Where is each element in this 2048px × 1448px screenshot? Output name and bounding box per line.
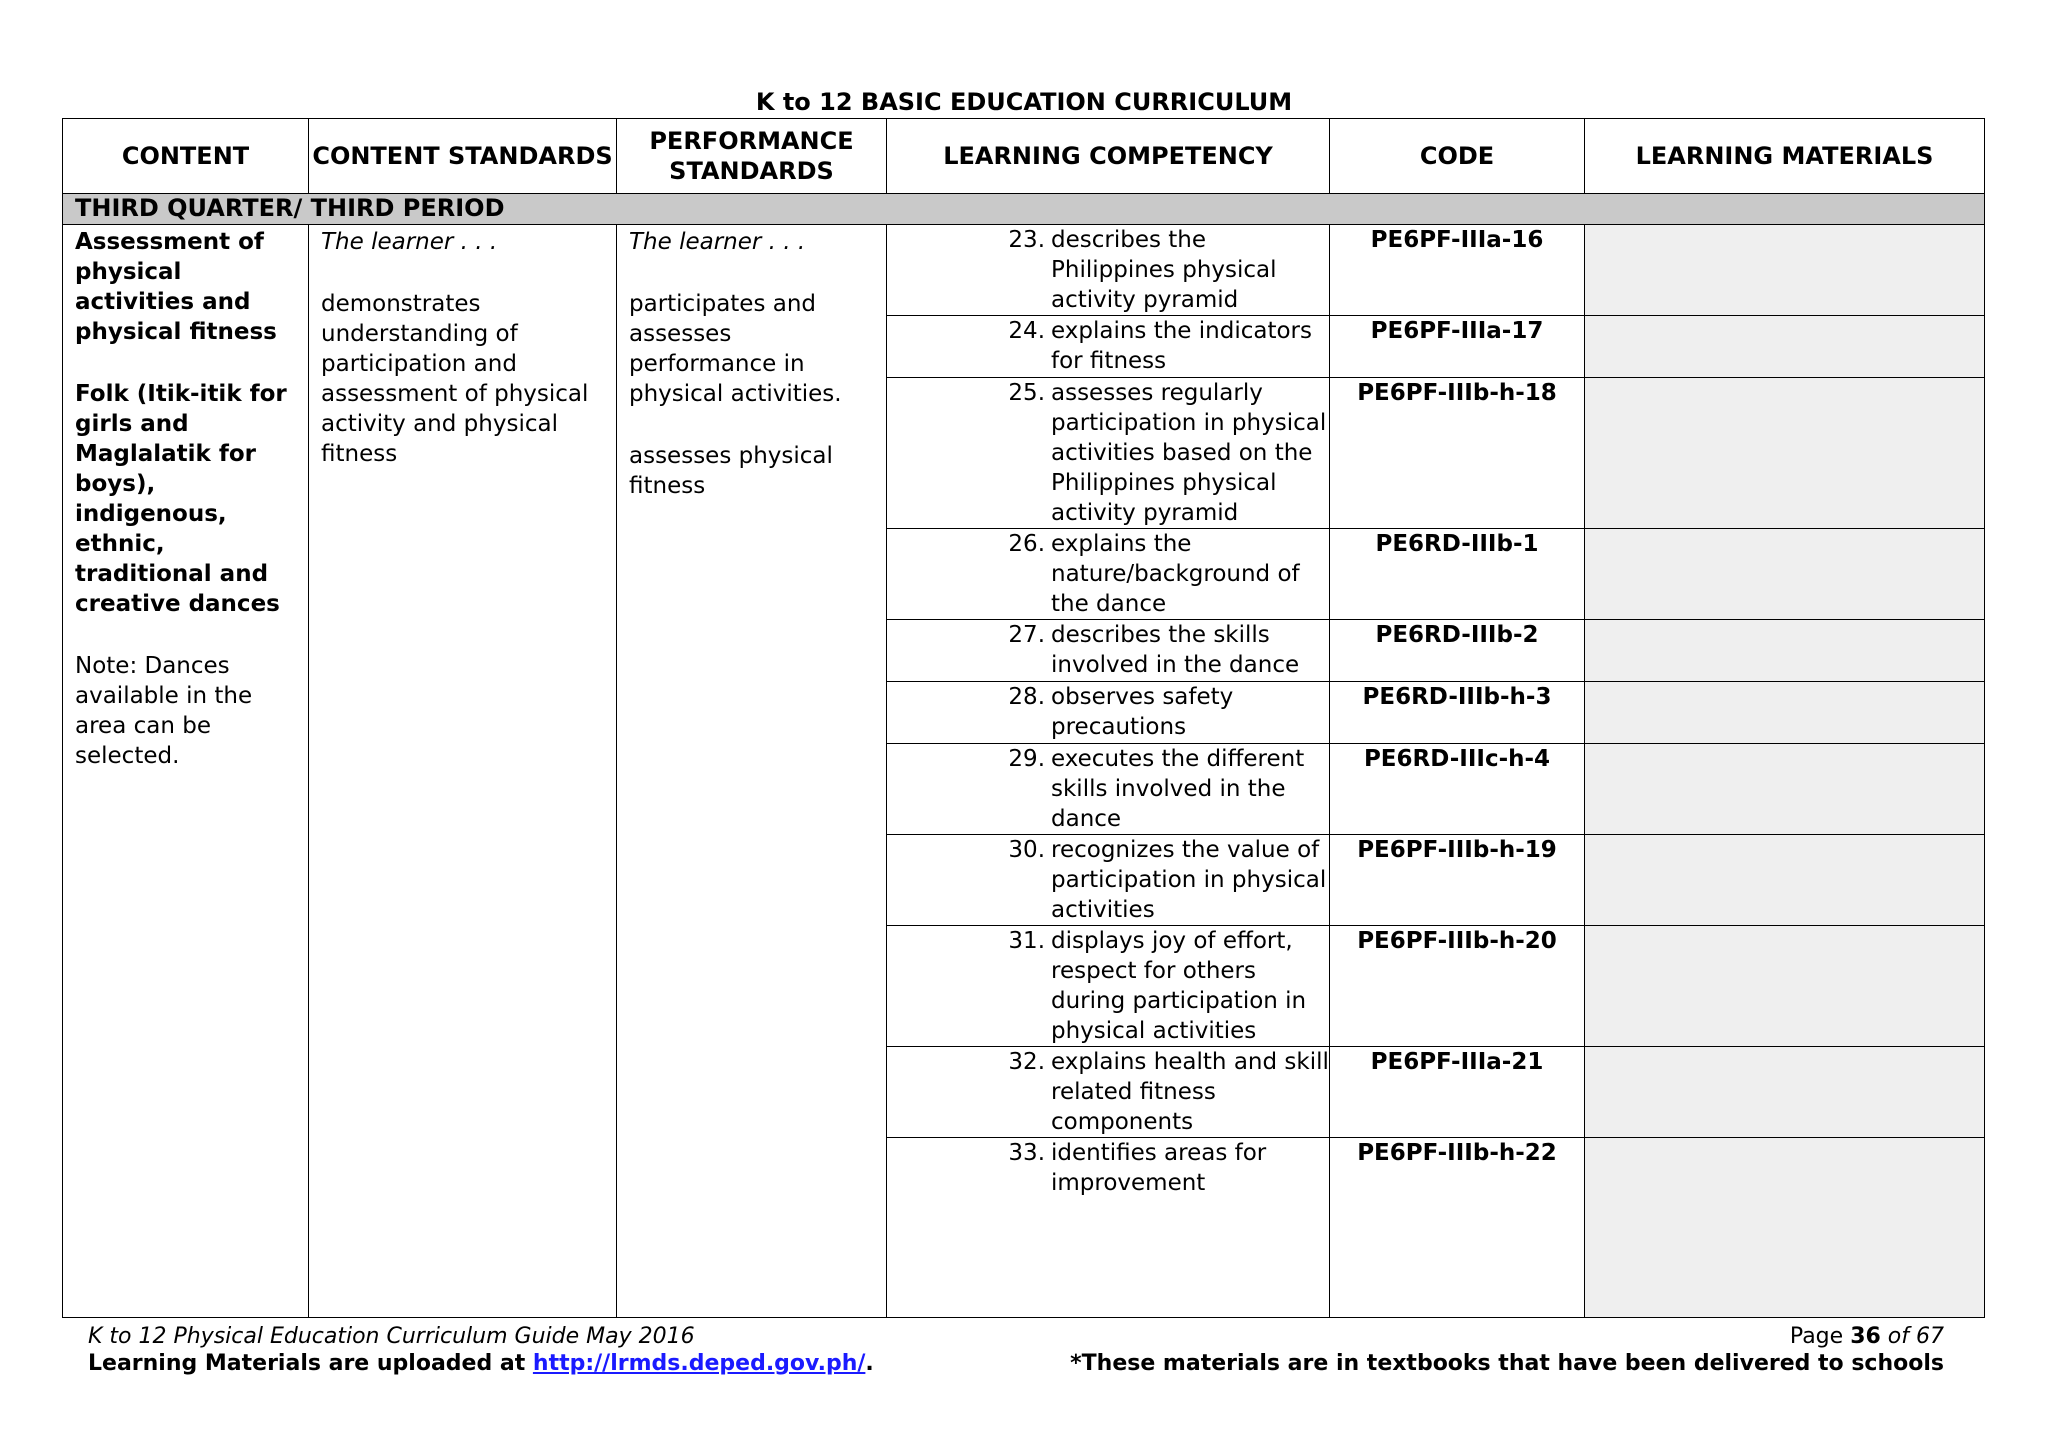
competency-number: 30. — [1008, 837, 1045, 863]
footer-upload-note — [88, 1350, 874, 1377]
content-dances: Folk (Itik-itik for girls and Maglalatik for boys), indigenous, ethnic, traditional and creative dances — [75, 381, 287, 617]
competency-number: 33. — [1008, 1140, 1045, 1166]
code-cell: PE6RD-IIIb-2 — [1330, 620, 1585, 682]
competency-text: explains the indicators for fitness — [1051, 318, 1312, 374]
code-cell: PE6RD-IIIb-h-3 — [1330, 682, 1585, 744]
curriculum-table — [62, 118, 1985, 1318]
textbooks-note: *These materials are in textbooks that have been delivered to schools — [1070, 1351, 1944, 1376]
code-cell: PE6PF-IIIb-h-22 — [1330, 1138, 1585, 1318]
quarter-row — [63, 194, 1985, 225]
page-number: 36 — [1850, 1324, 1881, 1349]
materials-cell — [1585, 620, 1985, 682]
competency-text: assesses regularly participation in physical activities based on the Philippines physical activity pyramid — [1051, 380, 1327, 526]
materials-cell — [1585, 378, 1985, 529]
content-standards-text: demonstrates understanding of participation and assessment of physical activity and physical fitness — [321, 291, 589, 467]
competency-cell — [887, 1047, 1330, 1138]
competency-number: 23. — [1008, 227, 1045, 253]
competency-number: 31. — [1008, 928, 1045, 954]
materials-cell — [1585, 529, 1985, 620]
lrmds-link[interactable]: http://lrmds.deped.gov.ph/ — [532, 1351, 866, 1376]
footer-right — [1070, 1323, 1944, 1377]
performance-standards-text-2: assesses physical fitness — [629, 443, 833, 499]
code-cell: PE6RD-IIIb-1 — [1330, 529, 1585, 620]
competency-text: explains health and skill related fitness components — [1051, 1049, 1329, 1135]
content-main: Assessment of physical activities and physical fitness — [75, 229, 277, 345]
competency-number: 29. — [1008, 746, 1045, 772]
competency-text: explains the nature/background of the dance — [1051, 531, 1300, 617]
competency-cell — [887, 378, 1330, 529]
content-note: Note: Dances available in the area can be selected. — [75, 653, 253, 769]
competency-cell — [887, 316, 1330, 378]
performance-standards-cell — [617, 225, 887, 1318]
competency-number: 28. — [1008, 684, 1045, 710]
content-cell — [63, 225, 309, 1318]
materials-cell — [1585, 1138, 1985, 1318]
code-cell: PE6PF-IIIb-h-20 — [1330, 926, 1585, 1047]
competency-number: 25. — [1008, 380, 1045, 406]
header-content: CONTENT — [63, 119, 309, 194]
code-cell: PE6PF-IIIa-16 — [1330, 225, 1585, 316]
table-row — [63, 225, 1985, 316]
header-learning-materials: LEARNING MATERIALS — [1585, 119, 1985, 194]
competency-cell — [887, 926, 1330, 1047]
competency-cell — [887, 744, 1330, 835]
header-learning-competency: LEARNING COMPETENCY — [887, 119, 1330, 194]
footer-upload-suffix: . — [865, 1351, 874, 1376]
footer-upload-prefix: Learning Materials are uploaded at — [88, 1351, 533, 1376]
footer-guide: K to 12 Physical Education Curriculum Guide May 2016 — [88, 1324, 695, 1349]
footer-left — [88, 1323, 874, 1377]
competency-text: displays joy of effort, respect for others during participation in physical activities — [1051, 928, 1307, 1044]
competency-number: 32. — [1008, 1049, 1045, 1075]
quarter-label: THIRD QUARTER/ THIRD PERIOD — [63, 194, 1985, 225]
competency-number: 27. — [1008, 622, 1045, 648]
code-cell: PE6PF-IIIa-17 — [1330, 316, 1585, 378]
materials-cell — [1585, 682, 1985, 744]
competency-text: describes the skills involved in the dance — [1051, 622, 1300, 678]
materials-cell — [1585, 225, 1985, 316]
competency-text: recognizes the value of participation in physical activities — [1051, 837, 1327, 923]
performance-standards-text-1: participates and assesses performance in physical activities. — [629, 291, 842, 407]
header-performance-standards: PERFORMANCE STANDARDS — [617, 119, 887, 194]
competency-number: 24. — [1008, 318, 1045, 344]
competency-cell — [887, 225, 1330, 316]
materials-cell — [1585, 316, 1985, 378]
competency-text: describes the Philippines physical activity pyramid — [1051, 227, 1277, 313]
competency-number: 26. — [1008, 531, 1045, 557]
competency-text: observes safety precautions — [1051, 684, 1234, 740]
header-content-standards: CONTENT STANDARDS — [309, 119, 617, 194]
materials-cell — [1585, 835, 1985, 926]
competency-text: executes the different skills involved in the dance — [1051, 746, 1305, 832]
materials-cell — [1585, 926, 1985, 1047]
content-standards-intro: The learner . . . — [321, 229, 498, 255]
materials-cell — [1585, 744, 1985, 835]
page-indicator — [1070, 1323, 1944, 1350]
materials-cell — [1585, 1047, 1985, 1138]
content-standards-cell — [309, 225, 617, 1318]
competency-cell — [887, 835, 1330, 926]
performance-standards-intro: The learner . . . — [629, 229, 806, 255]
code-cell: PE6PF-IIIa-21 — [1330, 1047, 1585, 1138]
page-title: K to 12 BASIC EDUCATION CURRICULUM — [755, 88, 1293, 116]
competency-cell — [887, 620, 1330, 682]
competency-cell — [887, 682, 1330, 744]
code-cell: PE6RD-IIIc-h-4 — [1330, 744, 1585, 835]
competency-text: identifies areas for improvement — [1051, 1140, 1267, 1196]
page-prefix: Page — [1789, 1324, 1851, 1349]
competency-cell — [887, 529, 1330, 620]
header-code: CODE — [1330, 119, 1585, 194]
page-total: of 67 — [1880, 1324, 1944, 1349]
code-cell: PE6PF-IIIb-h-18 — [1330, 378, 1585, 529]
header-row — [63, 119, 1985, 194]
code-cell: PE6PF-IIIb-h-19 — [1330, 835, 1585, 926]
competency-cell — [887, 1138, 1330, 1318]
